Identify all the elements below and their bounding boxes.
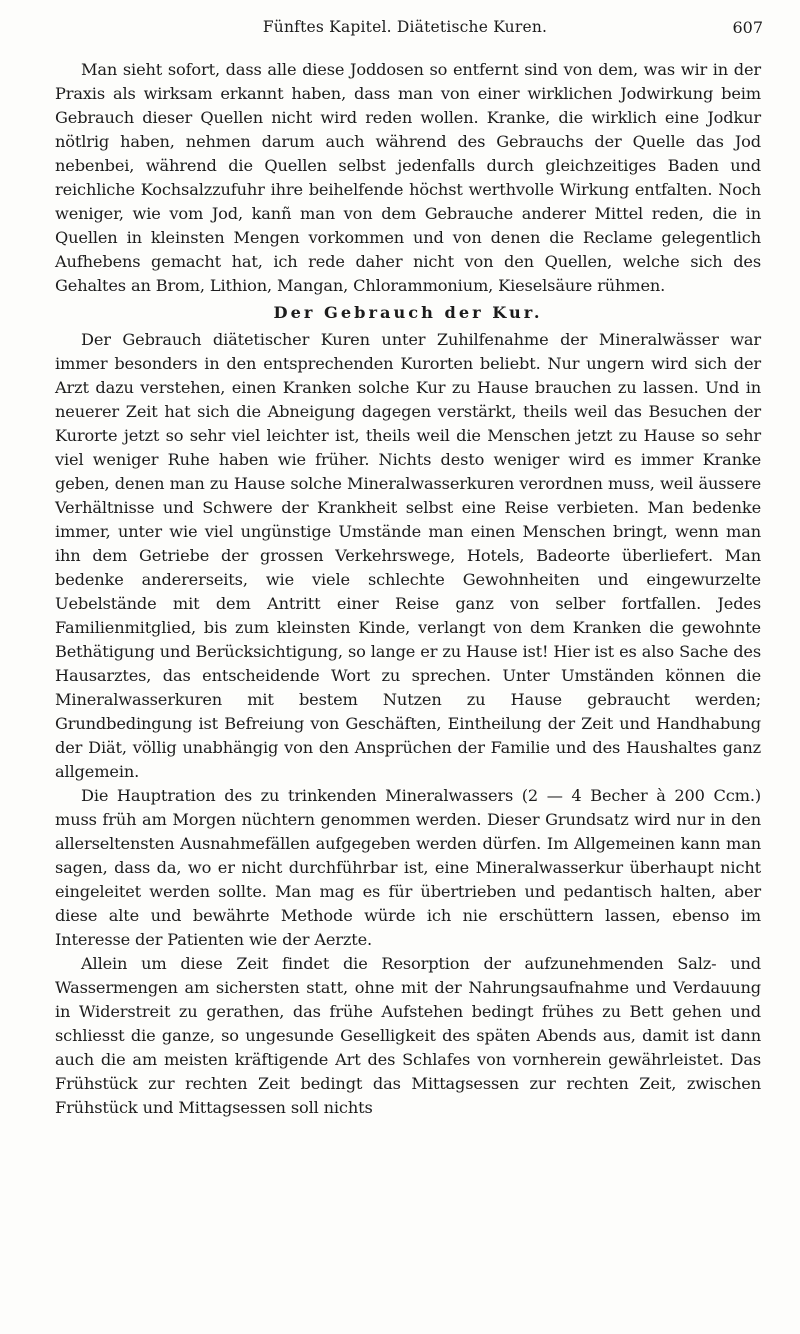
paragraph-gebrauch: Der Gebrauch diätetischer Kuren unter Zuhilfenahme der Mineralwässer war immer besonders in den entsprechenden Kurorten beliebt. Nur ungern wird sich der Arzt dazu verstehen, einen Kranken solche Kur zu Hause brauchen zu lassen. Und in neuerer Zeit hat sich die Abneigung dagegen verstärkt, theils weil das Besuchen der Kurorte jetzt so sehr viel leichter ist, theils weil die Menschen jetzt zu Hause so sehr viel weniger Ruhe haben wie früher. Nichts desto weniger wird es immer Kranke geben, denen man zu Hause solche Mineralwasserkuren verordnen muss, weil äussere Verhältnisse und Schwere der Krankheit selbst eine Reise verbieten. Man bedenke immer, unter wie viel ungünstige Umstände man einen Menschen bringt, wenn man ihn dem Getriebe der grossen Verkehrswege, Hotels, Badeorte überliefert. Man bedenke andererseits, wie viele schlechte Gewohnheiten und eingewurzelte Uebelstände mit dem Antritt einer Reise ganz von selber fortfallen. Jedes Familienmitglied, bis zum kleinsten Kinde, verlangt von dem Kranken die gewohnte Bethätigung und Berücksichtigung, so lange er zu Hause ist! Hier ist es also Sache des Hausarztes, das entscheidende Wort zu sprechen. Unter Umständen können die Mineralwasserkuren mit bestem Nutzen zu Hause gebraucht werden; Grundbedingung ist Befreiung von Geschäften, Eintheilung der Zeit und Handhabung der Diät, völlig unabhängig von den Ansprüchen der Familie und des Haushaltes ganz allgemein. (55, 330, 761, 781)
page-body (55, 58, 761, 1120)
chapter-title: Fünftes Kapitel. Diätetische Kuren. (262, 18, 548, 36)
section-heading: Der Gebrauch der Kur. (273, 303, 543, 322)
page-number: 607 (732, 18, 763, 37)
running-header (55, 14, 763, 44)
paragraph-resorption: Allein um diese Zeit findet die Resorption der aufzunehmenden Salz- und Wassermengen am sichersten statt, ohne mit der Nahrungsaufnahme und Verdauung in Widerstreit zu gerathen, das frühe Aufstehen bedingt frühes zu Bett gehen und schliesst die ganze, so ungesunde Geselligkeit des späten Abends aus, damit ist dann auch die am meisten kräftigende Art des Schlafes von vornherein gewährleistet. Das Frühstück zur rechten Zeit bedingt das Mittagsessen zur rechten Zeit, zwischen Frühstück und Mittagsessen soll nichts (55, 954, 761, 1117)
paragraph-hauptration: Die Hauptration des zu trinkenden Mineralwassers (2 — 4 Becher à 200 Ccm.) muss früh am Morgen nüchtern genommen werden. Dieser Grundsatz wird nur in den allerseltensten Ausnahmefällen aufgegeben werden dürfen. Im Allgemeinen kann man sagen, dass da, wo er nicht durchführbar ist, eine Mineralwasserkur überhaupt nicht eingeleitet werden sollte. Man mag es für übertrieben und pedantisch halten, aber diese alte und bewährte Methode würde ich nie erschüttern lassen, ebenso im Interesse der Patienten wie der Aerzte. (55, 786, 761, 949)
paragraph-jod-quellen: Man sieht sofort, dass alle diese Joddosen so entfernt sind von dem, was wir in der Praxis als wirksam erkannt haben, dass man von einer wirklichen Jodwirkung beim Gebrauch dieser Quellen nicht wird reden wollen. Kranke, die wirklich eine Jodkur nötlrig haben, nehmen darum auch während des Gebrauchs der Quelle das Jod nebenbei, während die Quellen selbst jedenfalls durch gleichzeitiges Baden und reichliche Kochsalzzufuhr ihre beihelfende höchst werthvolle Wirkung entfalten. Noch weniger, wie vom Jod, kanñ man von dem Gebrauche anderer Mittel reden, die in Quellen in kleinsten Mengen vorkommen und von denen die Reclame gelegentlich Aufhebens gemacht hat, ich rede daher nicht von den Quellen, welche sich des Gehaltes an Brom, Lithion, Mangan, Chlorammonium, Kieselsäure rühmen. (55, 60, 761, 295)
